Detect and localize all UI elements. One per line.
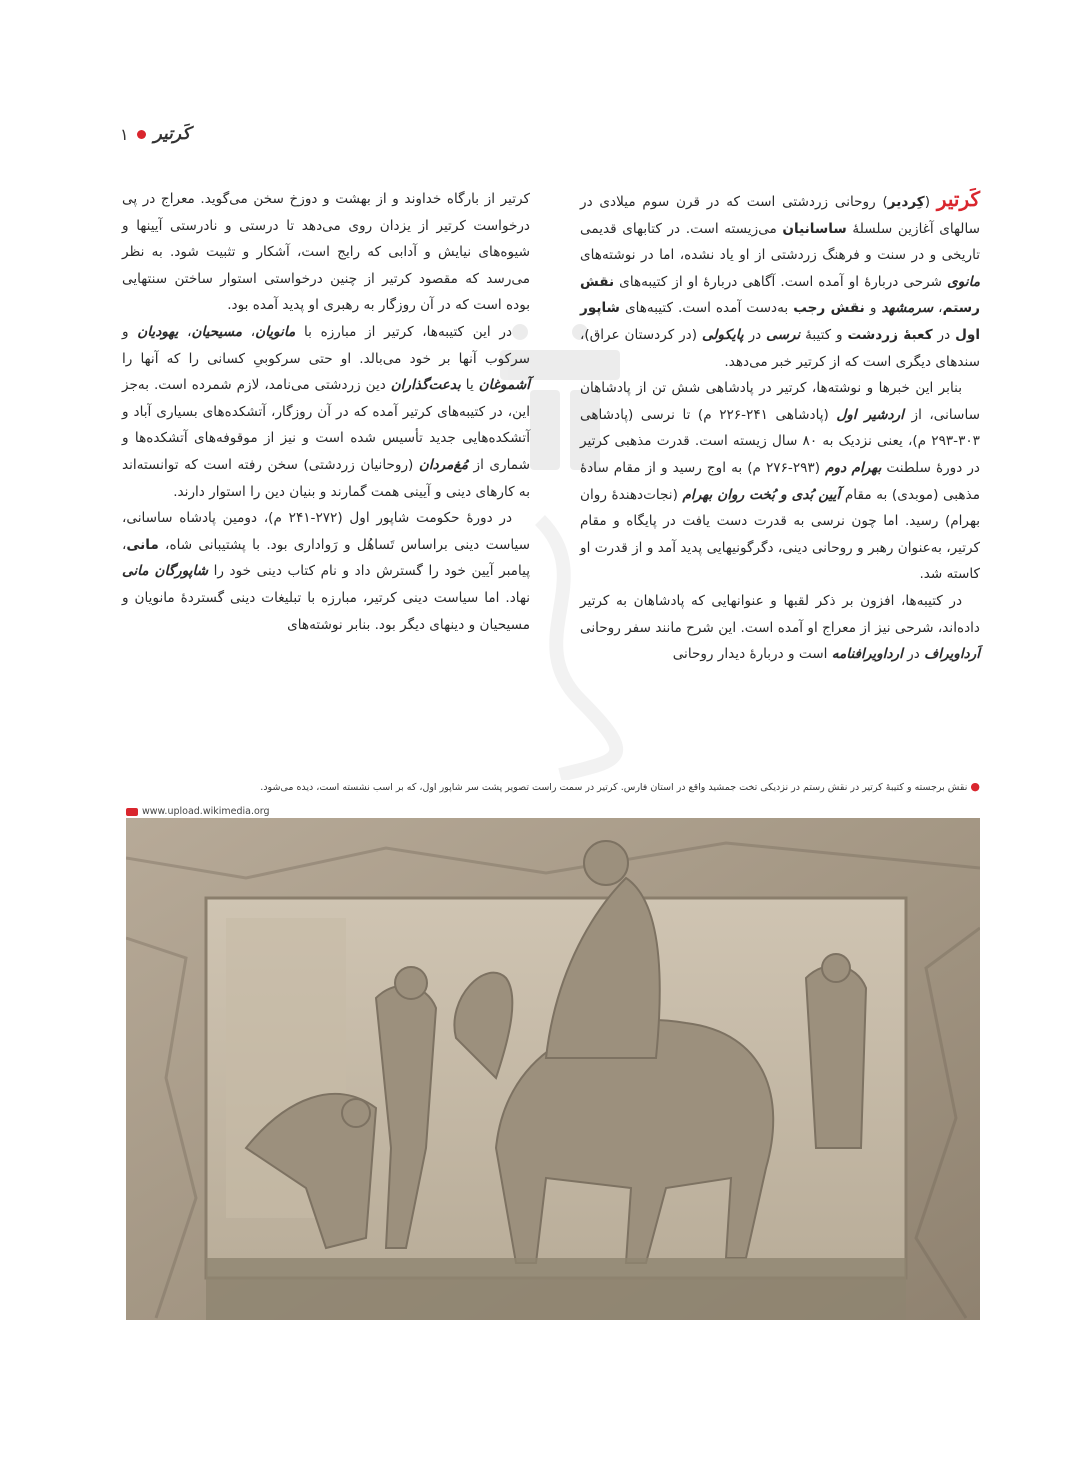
term-shapur: شاپور اول — [580, 300, 981, 343]
term-sasanian: ساسانیان — [782, 220, 847, 237]
entry-title: کَرتیر — [936, 187, 981, 211]
bullet-dot-icon — [137, 130, 146, 139]
term-yahudian: یهودیان — [137, 323, 179, 340]
term-paikuli: پایکولی — [701, 326, 744, 343]
term-naqsh-rajab: نقش رجب — [793, 300, 865, 317]
paragraph-4: کرتیر از بارگاه خداوند و از بهشت و دوزخ سخن می‌گوید. معراج در پی درخواست کرتیر از یزدان روی می‌دهد تا درستی و نادرستی آیینها و شیوه‌های نیایش و آدابی که رایج است، آشکار و تثبیت شود. به نظر می‌رسد که مقصود کرتیر از چنین درخواستی استوار ساختن سنتهایی بوده است که در آن روزگار به رهبری او پدید آمده بود. — [122, 191, 530, 314]
text-run: نهاد. اما سیاست دینی کرتیر، مبارزه با تبلیغات دینی گستردهٔ مانویان و مسیحیان و دینهای دیگر بود. بنابر نوشته‌های — [122, 589, 530, 633]
text-run: ، — [241, 323, 256, 340]
text-run: ، پیامبر آیین خود را گسترش داد و نام کتاب دینی خود را — [122, 536, 530, 580]
paragraph-1 — [580, 186, 980, 375]
rock-relief-photo — [126, 818, 980, 1320]
term-shapurgan: شاپورگان مانی — [122, 563, 209, 580]
term-moghmardan: مُغ‌مردان — [418, 456, 468, 473]
text-run: در این کتیبه‌ها، کرتیر از مبارزه با — [295, 323, 512, 340]
header-title: کَرتیر — [153, 124, 191, 144]
term-ardaviraf: اَرداویراف — [924, 646, 980, 663]
page-number: ۱ — [120, 124, 129, 144]
term-ashmoghan: آشموغان — [478, 377, 530, 394]
left-column — [122, 186, 530, 638]
text-run: در دورهٔ حکومت شاپور اول (۲۷۲-۲۴۱ م)، دومین پادشاه ساسانی، سیاست دینی براساس تَساهُل و رَواداری بود. با پشتیبانی شاه، — [122, 510, 530, 553]
text-run: ) روحانی زردشتی است که در قرن سوم میلادی در سالهای آغازین سلسلهٔ — [580, 194, 980, 237]
caption-text: نقش برجسته و کتیبهٔ کرتیر در نقش رستم در نزدیکی تخت جمشید واقع در استان فارس. کرتیر در سمت راست تصویر پشت سر شاپور اول، که بر اسب نشسته است، دیده می‌شود. — [260, 782, 968, 793]
term-masihian: مسیحیان — [191, 323, 242, 340]
term-mani: مانی — [126, 536, 159, 553]
text-run: ، — [933, 300, 943, 317]
term-narseh: نرسی — [766, 326, 801, 343]
paragraph-6 — [122, 505, 530, 638]
term-bedatgozaran: بدعت‌گذاران — [390, 377, 461, 394]
term-ayin-bodi: آیین بُدی و بُخت روان بهرام — [682, 486, 841, 503]
image-credit — [126, 806, 270, 817]
text-run: به‌دست آمده است. کتیبه‌های — [619, 300, 794, 317]
text-run: ( — [924, 194, 937, 210]
text-run: (در کردستان عراق)، سندهای دیگری است که از کرتیر خبر می‌دهد. — [580, 326, 980, 370]
term-ardashir: اردشیر اول — [836, 406, 904, 423]
text-run: و سرکوب آنها بر خود می‌بالد. او حتی سرکوبیِ کسانی را که آنها را — [122, 323, 530, 367]
text-run: (۲۹۳-۲۷۶ م) به اوج رسید و از مقام سادهٔ مذهبی (موبدی) به مقام — [580, 459, 980, 503]
credit-text: www.upload.wikimedia.org — [142, 806, 270, 817]
running-header — [120, 124, 190, 144]
text-run: دین زردشتی می‌نامد، لازم شمرده است. به‌جز این، در کتیبه‌های کرتیر آمده که در آن روزگار، آتشکده‌های بسیاری آباد و آتشکده‌هایی جدید تأسیس شده است و نیز از موقوفه‌های آتشکده‌ها و شماری از — [122, 377, 530, 473]
right-column — [580, 186, 980, 668]
text-run: در — [902, 646, 925, 663]
text-run: در — [743, 326, 767, 343]
paragraph-3 — [580, 588, 980, 668]
paragraph-5 — [122, 319, 530, 505]
text-run: ، — [178, 323, 192, 340]
figure-caption — [126, 780, 980, 793]
text-run: و کتیبهٔ — [800, 326, 848, 343]
bullet-dot-icon: ● — [970, 780, 980, 793]
text-run: (نجات‌دهندهٔ روان بهرام) رسید. اما چون نرسی به قدرت دست یافت در پایگاه و مقام کرتیر، به‌عنوان رهبر و روحانی دینی، دگرگونیهایی پدید آمد و از قدرت او کاسته شد. — [580, 486, 980, 583]
term-ardavirafname: ارداویرافنامه — [831, 646, 903, 663]
text-run: شرحی دربارهٔ او آمده است. آگاهی دربارهٔ او از کتیبه‌های — [614, 273, 948, 290]
term-sarmashhad: سرمشهد — [881, 300, 934, 317]
text-run: یا — [460, 377, 479, 394]
term-naqsh-rostam: نقش رستم — [580, 273, 980, 317]
text-run: (پادشاهی ۲۴۱-۲۲۶ م) تا نرسی (پادشاهی ۳۰۳-۲۹۳ م)، یعنی نزدیک به ۸۰ سال زیسته است. قدرت مذهبی کرتیر در دورهٔ سلطنت — [580, 406, 980, 476]
term-bahram: بهرام دوم — [825, 459, 882, 476]
text-run: در کتیبه‌ها، افزون بر ذکر لقبها و عنوانهایی که پادشاهان به کرتیر داده‌اند، شرحی نیز از معراج او آمده است. این شرح مانند سفر روحانی — [580, 592, 980, 636]
text-run: و — [864, 300, 882, 317]
text-run: در — [932, 326, 956, 343]
paragraph-2 — [580, 375, 980, 588]
text-run: (روحانیان زردشتی) سخن رفته است که توانسته‌اند به کارهای دینی و آیینی همت گمارند و بنیان دین را استوار دارند. — [122, 456, 530, 500]
term-kaabe-zardosht: کعبهٔ زردشت — [847, 326, 933, 343]
text-run: بنابر این خبرها و نوشته‌ها، کرتیر در پادشاهی شش تن از پادشاهان ساسانی، از — [580, 380, 980, 423]
term-manavian: مانویان — [255, 323, 296, 340]
term-kirdir: کِردیر — [887, 194, 925, 210]
camera-icon — [126, 808, 138, 816]
text-run: است و دربارهٔ دیدار روحانی — [672, 646, 832, 663]
term-manavi: مانوی — [947, 273, 980, 290]
text-run: می‌زیسته است. در کتابهای قدیمی تاریخی و در سنت و فرهنگ زردشتی از او یاد نشده، اما در نوشته‌های — [580, 220, 980, 264]
